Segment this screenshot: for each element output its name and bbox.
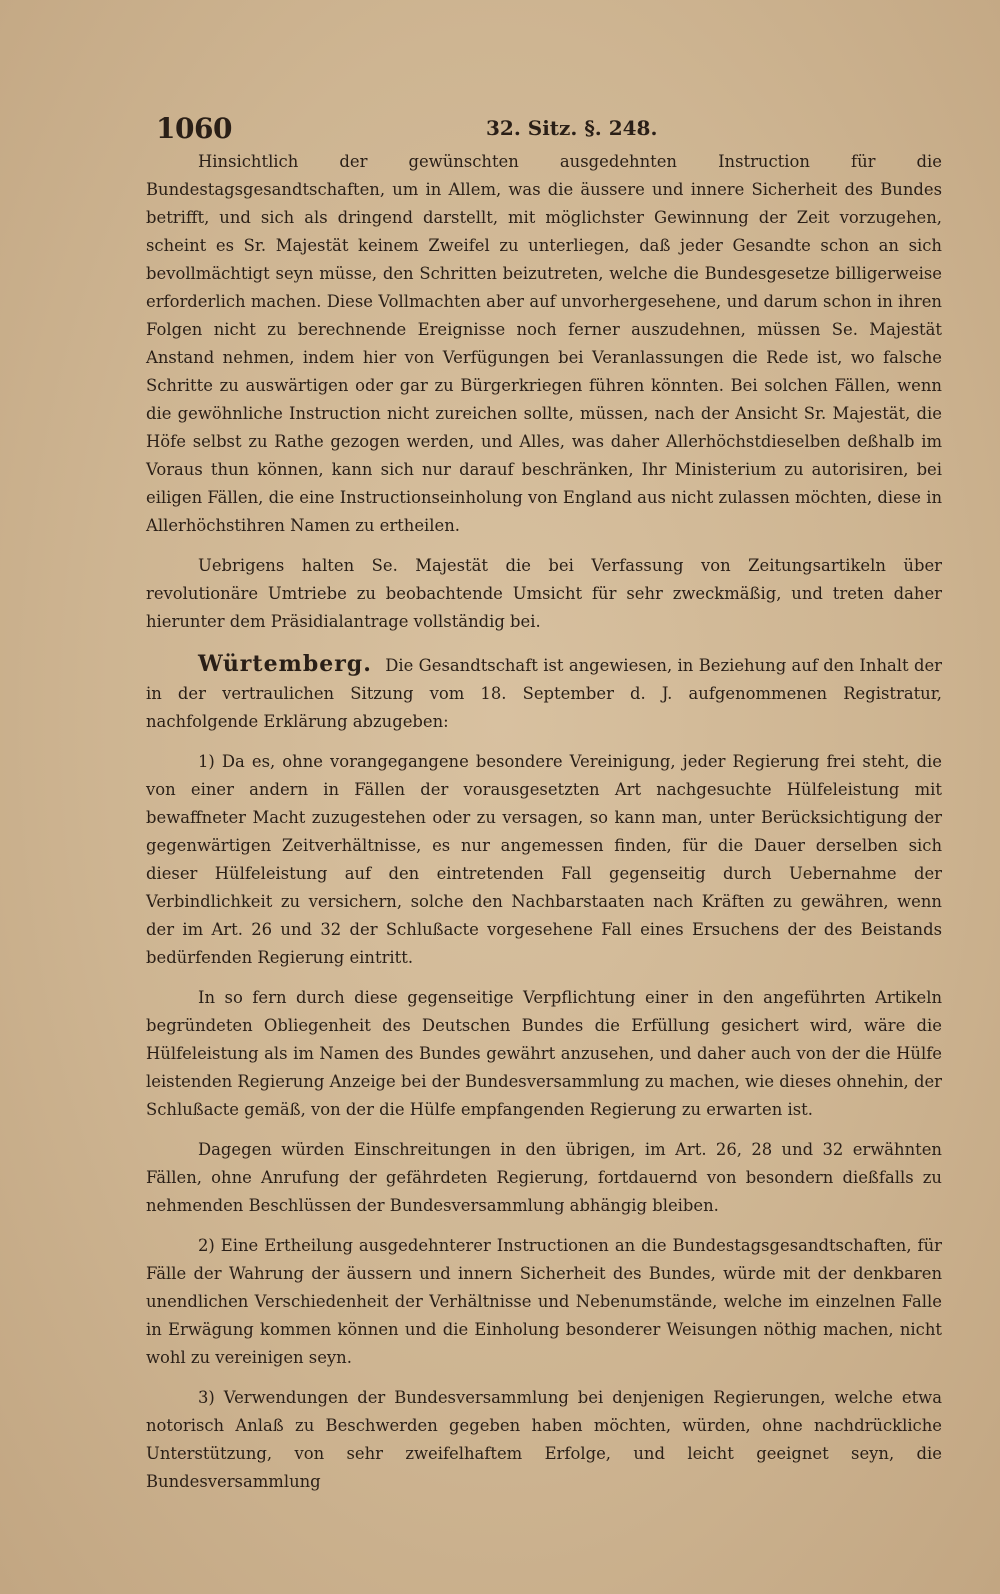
section-intro-text: Die Gesandtschaft ist angewiesen, in Beziehung auf den Inhalt der in der vertraulichen Sitzung vom 18. September d. J. aufgenommenen Registratur, nachfolgende Erklärung abzugeben: [146, 656, 942, 731]
paragraph-point-2: 2) Eine Ertheilung ausgedehnterer Instructionen an die Bundestagsgesandtschaften, für Fälle der Wahrung der äussern und innern Sicherheit des Bundes, würde mit der denkbaren unendlichen Verschiedenheit der Verhältnisse und Nebenumstände, welche im einzelnen Falle in Erwägung kommen können und die Einholung besonderer Weisungen nöthig machen, nicht wohl zu vereinigen seyn. [146, 1236, 942, 1367]
paragraph-point-3: 3) Verwendungen der Bundesversammlung bei denjenigen Regierungen, welche etwa notorisch Anlaß zu Beschwerden gegeben haben möchten, würden, ohne nachdrückliche Unterstützung, von sehr zweifelhaftem Erfolge, und leicht geeignet seyn, die Bundesversammlung [146, 1388, 942, 1491]
paragraph-obligation: In so fern durch diese gegenseitige Verpflichtung einer in den angeführten Artikeln begründeten Obliegenheit des Deutschen Bundes die Erfüllung gesichert wird, wäre die Hülfeleistung als im Namen des Bundes gewährt anzusehen, und daher auch von der die Hülfe leistenden Regierung Anzeige bei der Bundesversammlung zu machen, wie dieses ohnehin, der Schlußacte gemäß, von der die Hülfe empfangenden Regierung zu erwarten ist. [146, 988, 942, 1119]
text-block [146, 148, 942, 1508]
paragraph-newspaper-articles: Uebrigens halten Se. Majestät die bei Verfassung von Zeitungsartikeln über revolutionäre Umtriebe zu beobachtende Umsicht für sehr zweckmäßig, und treten daher hierunter dem Präsidialantrage vollständig bei. [146, 556, 942, 631]
paragraph-point-1: 1) Da es, ohne vorangegangene besondere Vereinigung, jeder Regierung frei steht, die von einer andern in Fällen der vorausgesetzten Art nachgesuchte Hülfeleistung mit bewaffneter Macht zuzugestehen oder zu versagen, so kann man, unter Berücksichtigung der gegenwärtigen Zeitverhältnisse, es nur angemessen finden, für die Dauer derselben sich dieser Hülfeleistung auf den eintretenden Fall gegenseitig durch Uebernahme der Verbindlichkeit zu versichern, solche den Nachbarstaaten nach Kräften zu gewähren, wenn der im Art. 26 und 32 der Schlußacte vorgesehene Fall eines Ersuchens der des Beistands bedürfenden Regierung eintritt. [146, 752, 942, 967]
paragraph-instruction: Hinsichtlich der gewünschten ausgedehnten Instruction für die Bundestagsgesandtschaften, um in Allem, was die äussere und innere Sicherheit des Bundes betrifft, und sich als dringend darstellt, mit möglichster Gewinnung der Zeit vorzugehen, scheint es Sr. Majestät keinem Zweifel zu unterliegen, daß jeder Gesandte schon an sich bevollmächtigt seyn müsse, den Schritten beizutreten, welche die Bundesgesetze billigerweise erforderlich machen. Diese Vollmachten aber auf unvorhergesehene, und darum schon in ihren Folgen nicht zu berechnende Ereignisse noch ferner auszudehnen, müssen Se. Majestät Anstand nehmen, indem hier von Verfügungen bei Veranlassungen die Rede ist, wo falsche Schritte zu auswärtigen oder gar zu Bürgerkriegen führen könnten. Bei solchen Fällen, wenn die gewöhnliche Instruction nicht zureichen sollte, müssen, nach der Ansicht Sr. Majestät, die Höfe selbst zu Rathe gezogen werden, und Alles, was daher Allerhöchstdieselben deßhalb im Voraus thun können, kann sich nur darauf beschränken, Ihr Ministerium zu autorisiren, bei eiligen Fällen, die eine Instructionseinholung von England aus nicht zulassen möchten, diese in Allerhöchstihren Namen zu ertheilen. [146, 152, 942, 535]
paragraph-wuerttemberg-intro [146, 650, 942, 736]
running-head: 32. Sitz. §. 248. [486, 116, 658, 140]
page-number: 1060 [156, 112, 232, 145]
paragraph-other-cases: Dagegen würden Einschreitungen in den übrigen, im Art. 26, 28 und 32 erwähnten Fällen, ohne Anrufung der gefährdeten Regierung, fortdauernd von besondern dießfalls zu nehmenden Beschlüssen der Bundesversammlung abhängig bleiben. [146, 1140, 942, 1215]
section-title: Würtemberg. [198, 651, 372, 677]
